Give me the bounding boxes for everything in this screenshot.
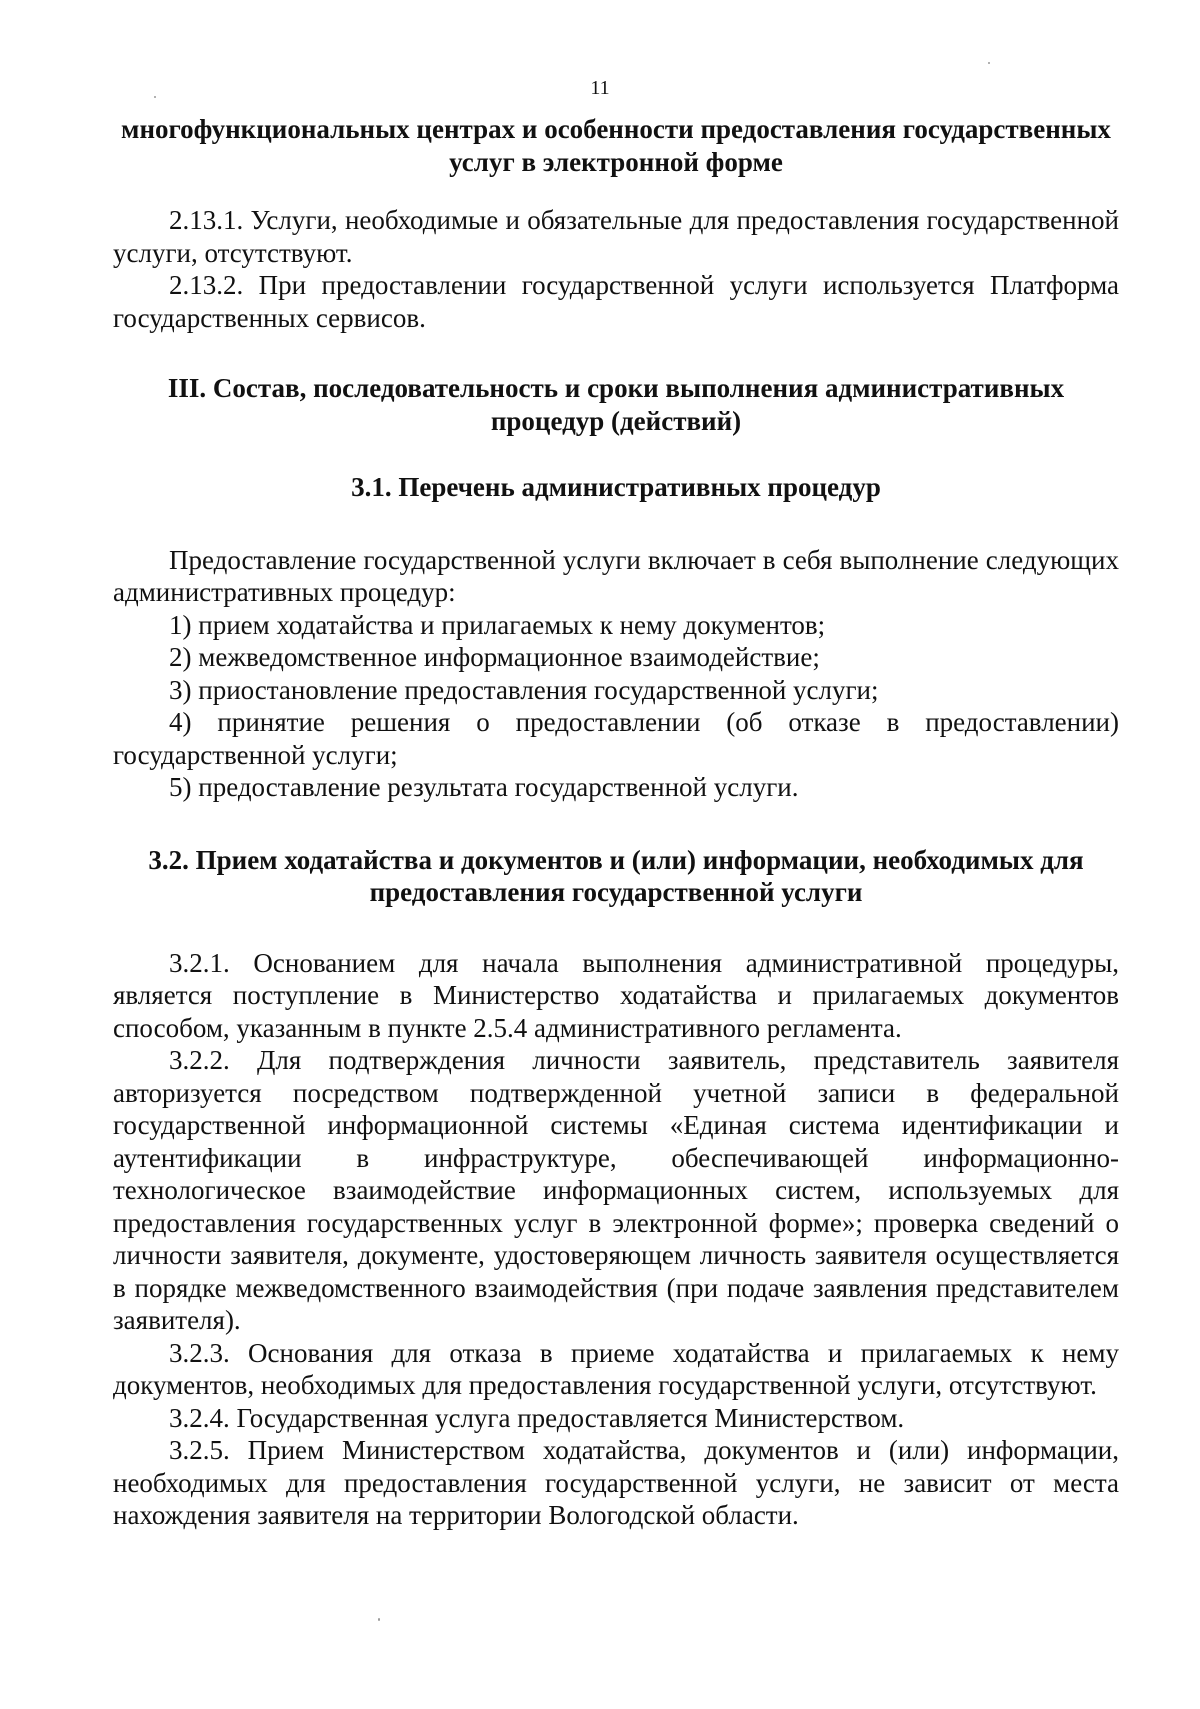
section-heading-continuation: многофункциональных центрах и особенности предоставления государственных услуг в электронной форме bbox=[121, 114, 1111, 177]
subsection-3-1-heading: 3.1. Перечень административных процедур bbox=[351, 472, 881, 502]
scan-speck bbox=[988, 62, 990, 64]
subsection-3-2-heading: 3.2. Прием ходатайства и документов и (или) информации, необходимых для предоставления государственной услуги bbox=[148, 844, 1084, 907]
paragraph-3-2-1: 3.2.1. Основанием для начала выполнения административной процедуры, является поступление в Министерство ходатайства и прилагаемых документов способом, указанным в пункте 2.5.4 административного регламента. bbox=[113, 947, 1119, 1043]
list-item-procedure-5: 5) предоставление результата государственной услуги. bbox=[169, 772, 799, 802]
paragraph-3-2-2: 3.2.2. Для подтверждения личности заявитель, представитель заявителя авторизуется посредством подтвержденной учетной записи в федеральной государственной информационной системы «Единая система идентификации и аутентификации в инфраструктуре, обеспечивающей информационно-технологическое взаимодействие информационных систем, используемых для предоставления государственных услуг в электронной форме»; проверка сведений о личности заявителя, документе, удостоверяющем личность заявителя осуществляется в порядке межведомственного взаимодействия (при подаче заявления представителем заявителя). bbox=[113, 1045, 1119, 1335]
paragraph-2-13-2: 2.13.2. При предоставлении государственной услуги используется Платформа государственных сервисов. bbox=[113, 270, 1119, 333]
list-item-procedure-1: 1) прием ходатайства и прилагаемых к нему документов; bbox=[169, 609, 826, 640]
section-3-heading: III. Состав, последовательность и сроки выполнения административных процедур (действий) bbox=[167, 373, 1065, 436]
scan-speck bbox=[378, 1618, 380, 1621]
paragraph-3-2-4: 3.2.4. Государственная услуга предоставляется Министерством. bbox=[169, 1402, 905, 1433]
paragraph-3-1-intro: Предоставление государственной услуги включает в себя выполнение следующих административных процедур: bbox=[113, 544, 1119, 607]
paragraph-3-2-5: 3.2.5. Прием Министерством ходатайства, документов и (или) информации, необходимых для предоставления государственной услуги, не зависит от места нахождения заявителя на территории Вологодской области. bbox=[113, 1435, 1119, 1530]
page-number: 11 bbox=[590, 77, 610, 99]
list-item-procedure-4: 4) принятие решения о предоставлении (об отказе в предоставлении) государственной услуги; bbox=[113, 707, 1119, 770]
document-body bbox=[113, 113, 1119, 1532]
list-item-procedure-2: 2) межведомственное информационное взаимодействие; bbox=[169, 642, 820, 672]
scan-speck bbox=[154, 96, 156, 98]
paragraph-2-13-1: 2.13.1. Услуги, необходимые и обязательные для предоставления государственной услуги, отсутствуют. bbox=[113, 205, 1119, 268]
paragraph-3-2-3: 3.2.3. Основания для отказа в приеме ходатайства и прилагаемых к нему документов, необходимых для предоставления государственной услуги, отсутствуют. bbox=[113, 1337, 1119, 1400]
list-item-procedure-3: 3) приостановление предоставления государственной услуги; bbox=[169, 674, 879, 705]
